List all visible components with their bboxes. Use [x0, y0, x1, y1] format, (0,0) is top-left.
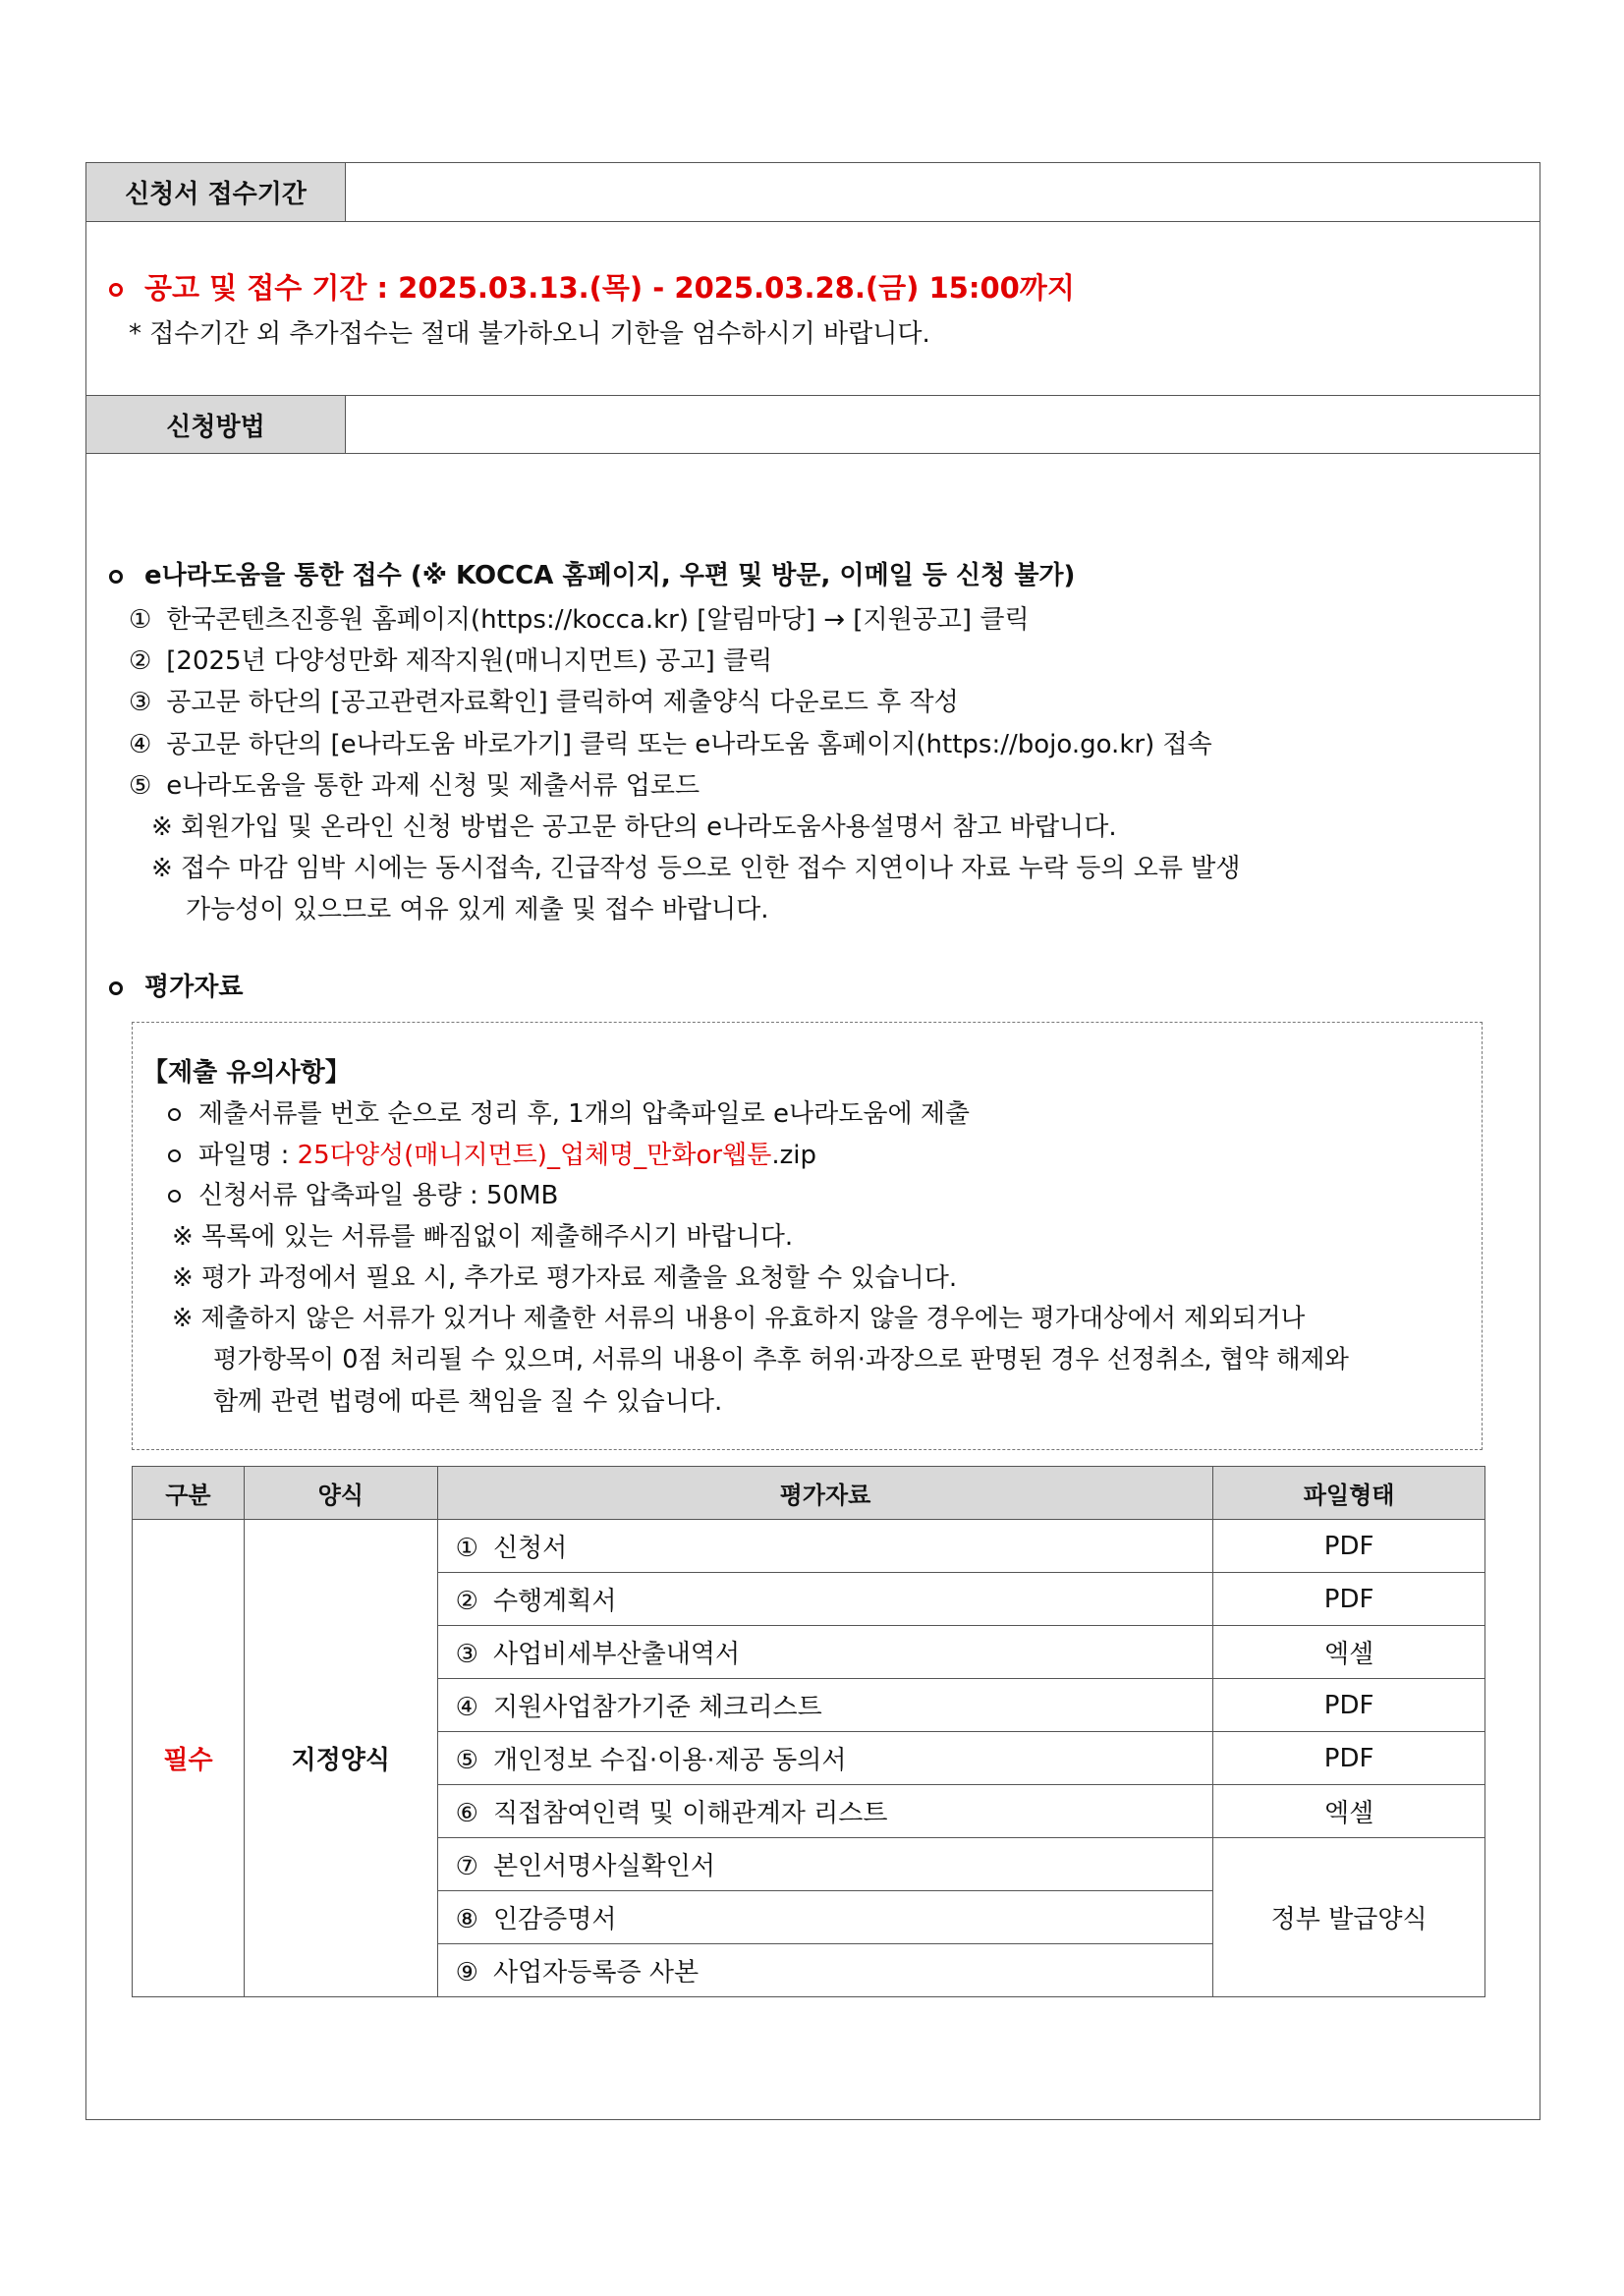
step-number: ① [129, 605, 152, 635]
notice-note-3a: ※ 제출하지 않은 서류가 있거나 제출한 서류의 내용이 유효하지 않을 경우에는 평가대상에서 제외되거나 [172, 1304, 1306, 1333]
filetype-merged-cell: 정부 발급양식 [1213, 1838, 1485, 1997]
form-cell: 지정양식 [244, 1520, 437, 1997]
notice-item-2 [168, 1135, 816, 1171]
step-number: ③ [129, 688, 152, 717]
notice-item-text: 파일명 : [198, 1141, 298, 1170]
bullet-icon [168, 1108, 181, 1121]
step-3 [129, 682, 959, 718]
filetype-cell: PDF [1213, 1732, 1485, 1785]
section-header-period [86, 163, 1540, 222]
enara-heading-text: e나라도움을 통한 접수 (※ KOCCA 홈페이지, 우편 및 방문, 이메일 등 신청 불가) [144, 561, 1076, 590]
header-category: 구분 [133, 1467, 245, 1520]
item-number: ② [455, 1587, 478, 1616]
filename-extension: .zip [771, 1141, 816, 1170]
item-number: ⑨ [455, 1958, 478, 1988]
step-5 [129, 765, 700, 802]
material-cell [437, 1573, 1213, 1626]
notice-item-text: 신청서류 압축파일 용량 : 50MB [198, 1181, 559, 1210]
eval-materials-table [132, 1466, 1485, 1997]
notice-item-text: 제출서류를 번호 순으로 정리 후, 1개의 압축파일로 e나라도움에 제출 [198, 1099, 971, 1129]
bullet-icon [109, 570, 123, 584]
step-text: [2025년 다양성만화 제작지원(매니지먼트) 공고] 클릭 [166, 646, 773, 676]
method-note-1: ※ 회원가입 및 온라인 신청 방법은 공고문 하단의 e나라도움사용설명서 참고 바랍니다. [151, 812, 1117, 842]
notice-item-3 [168, 1175, 558, 1211]
section-label-period: 신청서 접수기간 [86, 163, 346, 221]
period-text: 공고 및 접수 기간 : 2025.03.13.(목) - 2025.03.28.(금) 15:00까지 [144, 271, 1075, 305]
notice-note-3c: 함께 관련 법령에 따른 책임을 질 수 있습니다. [213, 1387, 723, 1417]
item-name: 지원사업참가기준 체크리스트 [492, 1693, 822, 1722]
item-name: 사업비세부산출내역서 [492, 1640, 741, 1669]
step-number: ② [129, 646, 152, 676]
section-label-method: 신청방법 [86, 396, 346, 453]
filetype-cell: PDF [1213, 1573, 1485, 1626]
step-number: ④ [129, 730, 152, 759]
category-cell: 필수 [133, 1520, 245, 1997]
step-4 [129, 724, 1212, 760]
table-row [133, 1520, 1485, 1573]
method-note-3: 가능성이 있으므로 여유 있게 제출 및 접수 바랍니다. [186, 895, 769, 924]
submission-notice-box [132, 1022, 1483, 1450]
notice-note-1: ※ 목록에 있는 서류를 빠짐없이 제출해주시기 바랍니다. [172, 1222, 794, 1252]
notice-title: 【제출 유의사항】 [142, 1058, 351, 1088]
item-number: ④ [455, 1693, 478, 1722]
item-name: 직접참여인력 및 이해관계자 리스트 [492, 1799, 888, 1828]
material-cell [437, 1732, 1213, 1785]
filename-pattern: 25다양성(매니지먼트)_업체명_만화or웹툰 [297, 1141, 772, 1170]
item-number: ⑤ [455, 1746, 478, 1775]
enara-heading [109, 555, 1075, 591]
step-text: 공고문 하단의 [공고관련자료확인] 클릭하여 제출양식 다운로드 후 작성 [166, 688, 959, 717]
bullet-icon [168, 1190, 181, 1203]
header-form: 양식 [244, 1467, 437, 1520]
item-number: ⑧ [455, 1905, 478, 1934]
material-cell [437, 1520, 1213, 1573]
header-material: 평가자료 [437, 1467, 1213, 1520]
item-name: 본인서명사실확인서 [492, 1852, 715, 1881]
item-name: 인감증명서 [492, 1905, 617, 1934]
item-number: ③ [455, 1640, 478, 1669]
item-name: 수행계획서 [492, 1587, 617, 1616]
material-cell [437, 1785, 1213, 1838]
bullet-icon [168, 1149, 181, 1162]
table-header-row [133, 1467, 1485, 1520]
bullet-icon [109, 981, 123, 995]
step-1 [129, 599, 1030, 636]
notice-note-2: ※ 평가 과정에서 필요 시, 추가로 평가자료 제출을 요청할 수 있습니다. [172, 1263, 958, 1293]
eval-heading [109, 967, 243, 1003]
period-line [109, 266, 1075, 307]
bullet-icon [109, 283, 123, 297]
method-note-2: ※ 접수 마감 임박 시에는 동시접속, 긴급작성 등으로 인한 접수 지연이나 자료 누락 등의 오류 발생 [151, 854, 1241, 883]
step-2 [129, 641, 772, 677]
header-filetype: 파일형태 [1213, 1467, 1485, 1520]
filetype-cell: PDF [1213, 1520, 1485, 1573]
material-cell [437, 1944, 1213, 1997]
step-number: ⑤ [129, 771, 152, 801]
item-number: ⑦ [455, 1852, 478, 1881]
notice-item-1 [168, 1093, 970, 1130]
material-cell [437, 1838, 1213, 1891]
item-name: 사업자등록증 사본 [492, 1958, 700, 1988]
item-name: 신청서 [492, 1534, 568, 1563]
item-number: ① [455, 1534, 478, 1563]
filetype-cell: PDF [1213, 1679, 1485, 1732]
item-name: 개인정보 수집·이용·제공 동의서 [492, 1746, 847, 1775]
material-cell [437, 1891, 1213, 1944]
material-cell [437, 1626, 1213, 1679]
filetype-cell: 엑셀 [1213, 1785, 1485, 1838]
notice-note-3b: 평가항목이 0점 처리될 수 있으며, 서류의 내용이 추후 허위·과장으로 판명된 경우 선정취소, 협약 해제와 [213, 1345, 1349, 1374]
period-note: * 접수기간 외 추가접수는 절대 불가하오니 기한을 엄수하시기 바랍니다. [129, 319, 930, 349]
filetype-cell: 엑셀 [1213, 1626, 1485, 1679]
step-text: 공고문 하단의 [e나라도움 바로가기] 클릭 또는 e나라도움 홈페이지(https://bojo.go.kr) 접속 [166, 730, 1212, 759]
material-cell [437, 1679, 1213, 1732]
eval-heading-text: 평가자료 [144, 973, 244, 1002]
item-number: ⑥ [455, 1799, 478, 1828]
step-text: 한국콘텐츠진흥원 홈페이지(https://kocca.kr) [알림마당] → [지원공고] 클릭 [166, 605, 1030, 635]
section-header-method [86, 395, 1540, 454]
step-text: e나라도움을 통한 과제 신청 및 제출서류 업로드 [166, 771, 700, 801]
